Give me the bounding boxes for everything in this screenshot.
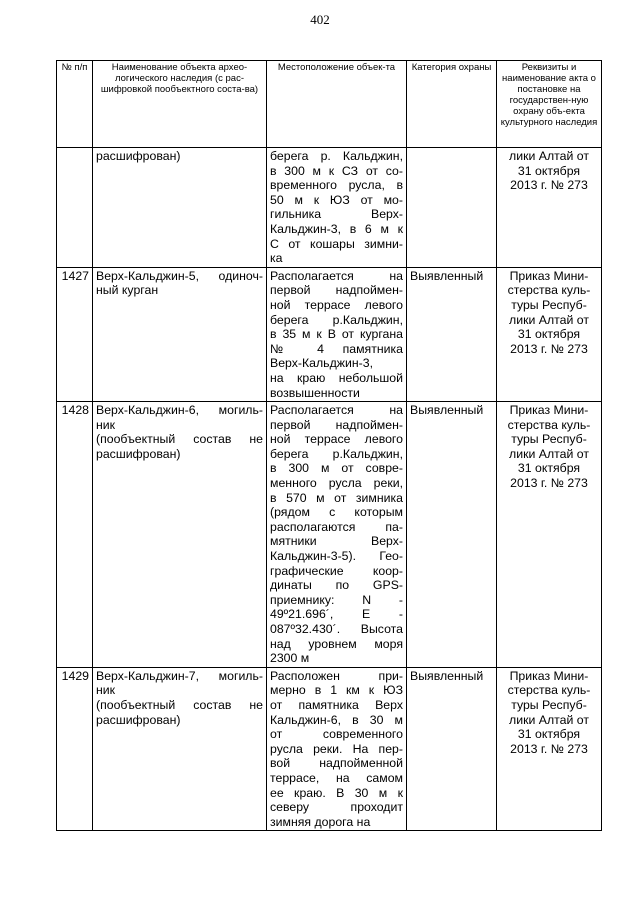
- location-line: берега р.Кальджин,: [270, 446, 403, 461]
- act-line: стерства куль-: [507, 283, 591, 298]
- location-line: Расположен при-: [270, 668, 403, 683]
- object-name-line: ник: [96, 417, 116, 432]
- location-line: берега р. Кальджин,: [270, 149, 403, 163]
- act-line: 31 октября: [517, 727, 581, 742]
- act-line: лики Алтай от: [509, 446, 589, 461]
- location-line: берега р.Кальджин,: [270, 312, 403, 327]
- table-row: [57, 667, 602, 831]
- table-header: [57, 61, 602, 148]
- location-line: от современного: [270, 727, 403, 742]
- location-line: над уровнем моря: [270, 636, 403, 651]
- act-line: Приказ Мини-: [509, 403, 589, 418]
- location-line: Располагается на: [270, 268, 403, 283]
- location-line: временного русла, в: [270, 178, 403, 193]
- location-line: в 300 м от совре-: [270, 461, 403, 476]
- table-row: [57, 148, 602, 268]
- act-line: Приказ Мини-: [509, 268, 589, 283]
- cell-category: Выявленный: [407, 402, 497, 668]
- location-line: русла реки. На пер-: [270, 741, 403, 756]
- location-line: № 4 памятника: [270, 341, 403, 356]
- location-line: 2300 м: [270, 651, 310, 666]
- location-line: гильника Верх-: [270, 207, 403, 222]
- cell-object-name: [93, 267, 267, 401]
- location-line: (рядом с которым: [270, 505, 403, 520]
- location-line: мятники Верх-: [270, 534, 403, 549]
- location-line: С от кошары зимни-: [270, 236, 403, 251]
- cell-location: [267, 667, 407, 831]
- cell-category: Выявленный: [407, 667, 497, 831]
- location-line: Кальджин-3, в 6 м к: [270, 221, 403, 236]
- cell-object-name: [93, 148, 267, 268]
- location-line: 50 м к ЮЗ от мо-: [270, 192, 403, 207]
- cell-object-name: [93, 402, 267, 668]
- act-line: лики Алтай от: [509, 149, 589, 163]
- location-line: Кальджин-6, в 30 м: [270, 712, 403, 727]
- location-line: Кальджин-3-5). Гео-: [270, 549, 403, 564]
- act-line: стерства куль-: [507, 417, 591, 432]
- act-line: лики Алтай от: [509, 712, 589, 727]
- object-name-line: Верх-Кальджин-7, могиль-: [96, 668, 263, 683]
- header-number: № п/п: [57, 61, 93, 148]
- header-row: [57, 61, 602, 148]
- cell-act: [497, 267, 602, 401]
- location-line: первой надпоймен-: [270, 283, 403, 298]
- object-name-line: (пообъектный состав не: [96, 432, 263, 447]
- act-line: стерства куль-: [507, 683, 591, 698]
- object-name-line: расшифрован): [96, 149, 181, 163]
- act-line: туры Респуб-: [511, 432, 587, 447]
- location-line: графические коор-: [270, 563, 403, 578]
- object-name-line: (пообъектный состав не: [96, 697, 263, 712]
- act-line: 31 октября: [517, 327, 581, 342]
- object-name-line: Верх-Кальджин-6, могиль-: [96, 403, 263, 418]
- header-location: Местоположение объек-та: [267, 61, 407, 148]
- location-line: ее краю. В 30 м к: [270, 785, 403, 800]
- header-object-name: Наименование объекта архео-логического наследия (с рас-шифровкой пообъектного соста-ва): [93, 61, 267, 148]
- cell-act: [497, 402, 602, 668]
- location-line: ка: [270, 251, 283, 266]
- page-number: 402: [310, 12, 330, 27]
- object-name-line: Верх-Кальджин-5, одиноч-: [96, 268, 263, 283]
- location-line: мерно в 1 км к ЮЗ: [270, 683, 403, 698]
- location-line: 49º21.696´, E -: [270, 607, 403, 622]
- act-line: 2013 г. № 273: [510, 341, 588, 356]
- act-line: лики Алтай от: [509, 312, 589, 327]
- location-line: в 35 м к В от кургана: [270, 327, 403, 342]
- object-name-line: ник: [96, 683, 116, 698]
- location-line: в 570 м от зимника: [270, 490, 403, 505]
- location-line: располагаются па-: [270, 519, 403, 534]
- object-name-line: расшифрован): [96, 712, 181, 727]
- cell-act: [497, 148, 602, 268]
- act-line: туры Респуб-: [511, 297, 587, 312]
- cell-number: 1428: [57, 402, 93, 668]
- cell-number: 1429: [57, 667, 93, 831]
- location-line: Верх-Кальджин-3,: [270, 356, 373, 371]
- location-line: зимняя дорога на: [270, 814, 371, 829]
- location-line: приемнику: N -: [270, 592, 403, 607]
- act-line: Приказ Мини-: [509, 668, 589, 683]
- location-line: вой надпойменной: [270, 756, 403, 771]
- table-row: [57, 267, 602, 401]
- act-line: 31 октября: [517, 461, 581, 476]
- location-line: возвышенности: [270, 385, 360, 400]
- table-body: [57, 148, 602, 831]
- header-act: Реквизиты и наименование акта о постановке на государствен-ную охрану объ-екта культурного наследия: [497, 61, 602, 148]
- cell-category: Выявленный: [407, 267, 497, 401]
- location-line: ной террасе левого: [270, 297, 403, 312]
- table-row: [57, 402, 602, 668]
- heritage-registry-table: [56, 60, 602, 831]
- act-line: 2013 г. № 273: [510, 741, 588, 756]
- act-line: туры Респуб-: [511, 697, 587, 712]
- cell-number: 1427: [57, 267, 93, 401]
- location-line: Располагается на: [270, 403, 403, 418]
- location-line: менного русла реки,: [270, 476, 403, 491]
- act-line: 2013 г. № 273: [510, 476, 588, 491]
- cell-location: [267, 148, 407, 268]
- location-line: на краю небольшой: [270, 370, 403, 385]
- act-line: 31 октября: [517, 163, 581, 178]
- act-line: 2013 г. № 273: [510, 178, 588, 193]
- cell-act: [497, 667, 602, 831]
- location-line: 087º32.430´. Высота: [270, 622, 403, 636]
- object-name-line: ный курган: [96, 283, 159, 298]
- header-category: Категория охраны: [407, 61, 497, 148]
- object-name-line: расшифрован): [96, 446, 181, 461]
- cell-location: [267, 267, 407, 401]
- location-line: динаты по GPS-: [270, 578, 403, 593]
- location-line: от памятника Верх: [270, 697, 403, 712]
- location-line: северу проходит: [270, 800, 403, 815]
- location-line: террасе, на самом: [270, 770, 403, 785]
- cell-object-name: [93, 667, 267, 831]
- cell-category: [407, 148, 497, 268]
- location-line: ной террасе левого: [270, 432, 403, 447]
- location-line: в 300 м к СЗ от со-: [270, 163, 403, 178]
- location-line: первой надпоймен-: [270, 417, 403, 432]
- cell-location: [267, 402, 407, 668]
- cell-number: [57, 148, 93, 268]
